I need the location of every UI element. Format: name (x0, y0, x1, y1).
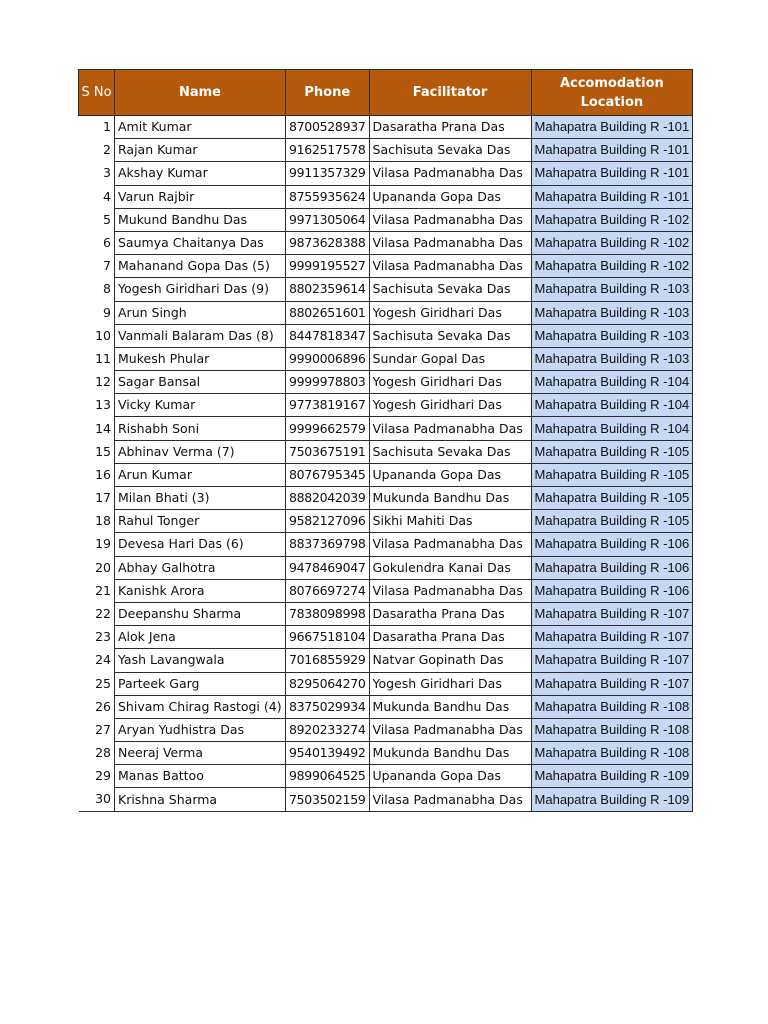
sno-cell: 4 (79, 185, 115, 208)
table-row (79, 649, 693, 672)
table-row (79, 394, 693, 417)
facilitator-cell: Vilasa Padmanabha Das (369, 788, 531, 811)
phone-cell: 8802359614 (286, 278, 370, 301)
table-row (79, 116, 693, 139)
location-cell: Mahapatra Building R -107 (531, 626, 693, 649)
phone-cell: 9667518104 (286, 626, 370, 649)
phone-cell: 8076795345 (286, 463, 370, 486)
location-cell: Mahapatra Building R -105 (531, 440, 693, 463)
header-phone: Phone (286, 70, 370, 116)
table-row (79, 371, 693, 394)
location-cell: Mahapatra Building R -101 (531, 185, 693, 208)
location-cell: Mahapatra Building R -107 (531, 649, 693, 672)
phone-cell: 8920233274 (286, 718, 370, 741)
table-row (79, 510, 693, 533)
sno-cell: 18 (79, 510, 115, 533)
phone-cell: 9478469047 (286, 556, 370, 579)
phone-cell: 9582127096 (286, 510, 370, 533)
facilitator-cell: Sundar Gopal Das (369, 347, 531, 370)
facilitator-cell: Yogesh Giridhari Das (369, 301, 531, 324)
phone-cell: 9773819167 (286, 394, 370, 417)
header-name: Name (115, 70, 286, 116)
accommodation-table (78, 69, 693, 812)
facilitator-cell: Sikhi Mahiti Das (369, 510, 531, 533)
table-row (79, 347, 693, 370)
facilitator-cell: Sachisuta Sevaka Das (369, 278, 531, 301)
name-cell: Varun Rajbir (115, 185, 286, 208)
name-cell: Akshay Kumar (115, 162, 286, 185)
facilitator-cell: Gokulendra Kanai Das (369, 556, 531, 579)
location-cell: Mahapatra Building R -109 (531, 765, 693, 788)
phone-cell: 9971305064 (286, 208, 370, 231)
facilitator-cell: Yogesh Giridhari Das (369, 672, 531, 695)
sno-cell: 20 (79, 556, 115, 579)
name-cell: Kanishk Arora (115, 579, 286, 602)
name-cell: Saumya Chaitanya Das (115, 231, 286, 254)
name-cell: Deepanshu Sharma (115, 602, 286, 625)
name-cell: Shivam Chirag Rastogi (4) (115, 695, 286, 718)
table-row (79, 162, 693, 185)
facilitator-cell: Mukunda Bandhu Das (369, 487, 531, 510)
phone-cell: 9999662579 (286, 417, 370, 440)
header-location: Accomodation Location (531, 70, 693, 116)
location-cell: Mahapatra Building R -108 (531, 718, 693, 741)
name-cell: Yash Lavangwala (115, 649, 286, 672)
name-cell: Vicky Kumar (115, 394, 286, 417)
sno-cell: 2 (79, 139, 115, 162)
location-cell: Mahapatra Building R -103 (531, 324, 693, 347)
sno-cell: 19 (79, 533, 115, 556)
location-cell: Mahapatra Building R -104 (531, 417, 693, 440)
name-cell: Parteek Garg (115, 672, 286, 695)
name-cell: Neeraj Verma (115, 742, 286, 765)
sno-cell: 25 (79, 672, 115, 695)
location-cell: Mahapatra Building R -101 (531, 162, 693, 185)
table-row (79, 139, 693, 162)
sno-cell: 23 (79, 626, 115, 649)
sno-cell: 24 (79, 649, 115, 672)
phone-cell: 9990006896 (286, 347, 370, 370)
table-row (79, 463, 693, 486)
phone-cell: 9540139492 (286, 742, 370, 765)
sno-cell: 8 (79, 278, 115, 301)
name-cell: Mukund Bandhu Das (115, 208, 286, 231)
header-sno: S No (79, 70, 115, 116)
sno-cell: 29 (79, 765, 115, 788)
name-cell: Rajan Kumar (115, 139, 286, 162)
sno-cell: 13 (79, 394, 115, 417)
phone-cell: 8375029934 (286, 695, 370, 718)
table-body (79, 116, 693, 812)
name-cell: Devesa Hari Das (6) (115, 533, 286, 556)
sno-cell: 9 (79, 301, 115, 324)
header-facilitator: Facilitator (369, 70, 531, 116)
facilitator-cell: Dasaratha Prana Das (369, 116, 531, 139)
facilitator-cell: Upananda Gopa Das (369, 185, 531, 208)
location-cell: Mahapatra Building R -103 (531, 347, 693, 370)
table-row (79, 487, 693, 510)
name-cell: Milan Bhati (3) (115, 487, 286, 510)
name-cell: Mukesh Phular (115, 347, 286, 370)
facilitator-cell: Natvar Gopinath Das (369, 649, 531, 672)
facilitator-cell: Vilasa Padmanabha Das (369, 718, 531, 741)
table-row (79, 324, 693, 347)
location-cell: Mahapatra Building R -108 (531, 742, 693, 765)
facilitator-cell: Dasaratha Prana Das (369, 626, 531, 649)
name-cell: Yogesh Giridhari Das (9) (115, 278, 286, 301)
table-row (79, 208, 693, 231)
location-cell: Mahapatra Building R -104 (531, 394, 693, 417)
phone-cell: 9999978803 (286, 371, 370, 394)
facilitator-cell: Sachisuta Sevaka Das (369, 324, 531, 347)
table-row (79, 788, 693, 811)
name-cell: Abhinav Verma (7) (115, 440, 286, 463)
sno-cell: 10 (79, 324, 115, 347)
phone-cell: 8447818347 (286, 324, 370, 347)
facilitator-cell: Vilasa Padmanabha Das (369, 255, 531, 278)
phone-cell: 9999195527 (286, 255, 370, 278)
phone-cell: 8882042039 (286, 487, 370, 510)
name-cell: Mahanand Gopa Das (5) (115, 255, 286, 278)
name-cell: Sagar Bansal (115, 371, 286, 394)
facilitator-cell: Vilasa Padmanabha Das (369, 231, 531, 254)
table-row (79, 278, 693, 301)
table-row (79, 255, 693, 278)
phone-cell: 8837369798 (286, 533, 370, 556)
name-cell: Krishna Sharma (115, 788, 286, 811)
table-row (79, 626, 693, 649)
sno-cell: 28 (79, 742, 115, 765)
table-row (79, 765, 693, 788)
location-cell: Mahapatra Building R -102 (531, 231, 693, 254)
table-row (79, 742, 693, 765)
facilitator-cell: Yogesh Giridhari Das (369, 394, 531, 417)
table-row (79, 672, 693, 695)
phone-cell: 9911357329 (286, 162, 370, 185)
sno-cell: 26 (79, 695, 115, 718)
location-cell: Mahapatra Building R -106 (531, 556, 693, 579)
location-cell: Mahapatra Building R -104 (531, 371, 693, 394)
facilitator-cell: Sachisuta Sevaka Das (369, 440, 531, 463)
sno-cell: 5 (79, 208, 115, 231)
header-row (79, 70, 693, 116)
sno-cell: 12 (79, 371, 115, 394)
location-cell: Mahapatra Building R -106 (531, 533, 693, 556)
facilitator-cell: Mukunda Bandhu Das (369, 742, 531, 765)
phone-cell: 8755935624 (286, 185, 370, 208)
sno-cell: 14 (79, 417, 115, 440)
phone-cell: 7838098998 (286, 602, 370, 625)
facilitator-cell: Vilasa Padmanabha Das (369, 208, 531, 231)
phone-cell: 9162517578 (286, 139, 370, 162)
table-row (79, 231, 693, 254)
name-cell: Vanmali Balaram Das (8) (115, 324, 286, 347)
sno-cell: 17 (79, 487, 115, 510)
location-cell: Mahapatra Building R -105 (531, 510, 693, 533)
name-cell: Amit Kumar (115, 116, 286, 139)
location-cell: Mahapatra Building R -103 (531, 301, 693, 324)
location-cell: Mahapatra Building R -107 (531, 672, 693, 695)
table-row (79, 417, 693, 440)
phone-cell: 7016855929 (286, 649, 370, 672)
location-cell: Mahapatra Building R -105 (531, 463, 693, 486)
phone-cell: 8700528937 (286, 116, 370, 139)
sno-cell: 22 (79, 602, 115, 625)
sno-cell: 30 (79, 788, 115, 811)
sno-cell: 16 (79, 463, 115, 486)
table-row (79, 185, 693, 208)
sno-cell: 6 (79, 231, 115, 254)
table-row (79, 301, 693, 324)
facilitator-cell: Upananda Gopa Das (369, 765, 531, 788)
location-cell: Mahapatra Building R -102 (531, 255, 693, 278)
table-row (79, 579, 693, 602)
location-cell: Mahapatra Building R -108 (531, 695, 693, 718)
location-cell: Mahapatra Building R -103 (531, 278, 693, 301)
phone-cell: 9899064525 (286, 765, 370, 788)
facilitator-cell: Sachisuta Sevaka Das (369, 139, 531, 162)
name-cell: Aryan Yudhistra Das (115, 718, 286, 741)
phone-cell: 7503502159 (286, 788, 370, 811)
facilitator-cell: Upananda Gopa Das (369, 463, 531, 486)
phone-cell: 8802651601 (286, 301, 370, 324)
name-cell: Arun Singh (115, 301, 286, 324)
sno-cell: 7 (79, 255, 115, 278)
name-cell: Rahul Tonger (115, 510, 286, 533)
table-row (79, 533, 693, 556)
phone-cell: 9873628388 (286, 231, 370, 254)
table-row (79, 440, 693, 463)
location-cell: Mahapatra Building R -107 (531, 602, 693, 625)
facilitator-cell: Yogesh Giridhari Das (369, 371, 531, 394)
facilitator-cell: Vilasa Padmanabha Das (369, 162, 531, 185)
name-cell: Arun Kumar (115, 463, 286, 486)
table-row (79, 556, 693, 579)
sno-cell: 11 (79, 347, 115, 370)
name-cell: Alok Jena (115, 626, 286, 649)
name-cell: Rishabh Soni (115, 417, 286, 440)
location-cell: Mahapatra Building R -101 (531, 139, 693, 162)
sno-cell: 3 (79, 162, 115, 185)
location-cell: Mahapatra Building R -109 (531, 788, 693, 811)
facilitator-cell: Vilasa Padmanabha Das (369, 533, 531, 556)
facilitator-cell: Mukunda Bandhu Das (369, 695, 531, 718)
location-cell: Mahapatra Building R -106 (531, 579, 693, 602)
sno-cell: 1 (79, 116, 115, 139)
phone-cell: 7503675191 (286, 440, 370, 463)
table-row (79, 695, 693, 718)
name-cell: Manas Battoo (115, 765, 286, 788)
sno-cell: 15 (79, 440, 115, 463)
sno-cell: 21 (79, 579, 115, 602)
facilitator-cell: Dasaratha Prana Das (369, 602, 531, 625)
location-cell: Mahapatra Building R -101 (531, 116, 693, 139)
phone-cell: 8295064270 (286, 672, 370, 695)
facilitator-cell: Vilasa Padmanabha Das (369, 417, 531, 440)
facilitator-cell: Vilasa Padmanabha Das (369, 579, 531, 602)
location-cell: Mahapatra Building R -102 (531, 208, 693, 231)
phone-cell: 8076697274 (286, 579, 370, 602)
table-row (79, 602, 693, 625)
table-row (79, 718, 693, 741)
location-cell: Mahapatra Building R -105 (531, 487, 693, 510)
name-cell: Abhay Galhotra (115, 556, 286, 579)
sno-cell: 27 (79, 718, 115, 741)
